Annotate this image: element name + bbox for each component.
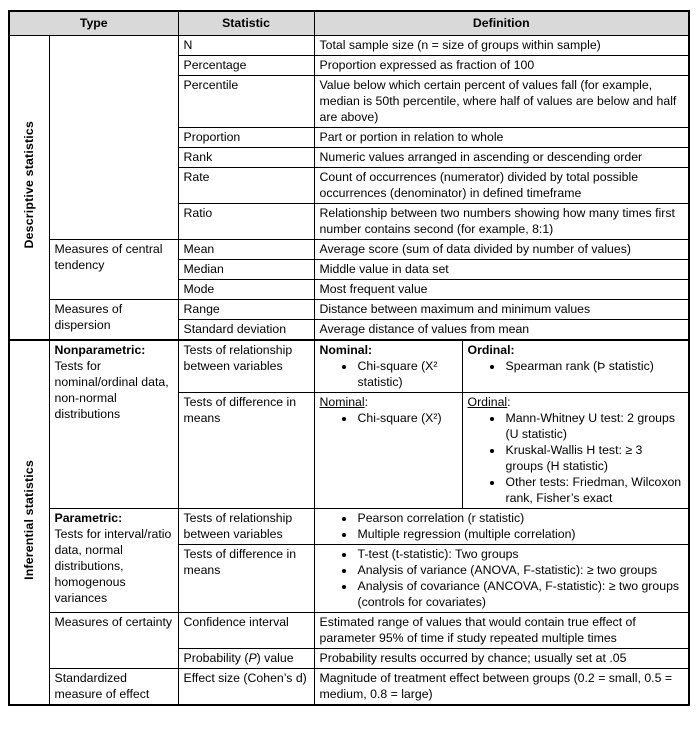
definition-cell: Count of occurrences (numerator) divided by total possible occurrences (denominator) in defined timeframe [314, 167, 689, 203]
statistic-cell: Probability (P) value [178, 648, 314, 668]
header-statistic: Statistic [178, 11, 314, 35]
subcategory-empty-cell [49, 35, 178, 239]
definition-cell: Numeric values arranged in ascending or descending order [314, 147, 689, 167]
statistic-cell: Percentile [178, 75, 314, 127]
definition-cell: Average distance of values from mean [314, 319, 689, 340]
bullet-item: • T-test (t-statistic): Two groups [356, 546, 684, 562]
definition-cell: Probability results occurred by chance; usually set at .05 [314, 648, 689, 668]
definition-cell [314, 508, 689, 544]
statistic-cell: Rate [178, 167, 314, 203]
group-label-inferential [9, 340, 49, 705]
subcategory-nonparametric [49, 340, 178, 509]
header-type: Type [9, 11, 178, 35]
group-label-text: Descriptive statistics [22, 121, 37, 249]
definition-cell: Relationship between two numbers showing how many times first number contains second (for example, 8:1) [314, 203, 689, 239]
table-row [9, 239, 689, 259]
definition-cell [314, 544, 689, 612]
bullet-item: • Multiple regression (multiple correlation) [356, 526, 684, 542]
subcategory-certainty: Measures of certainty [49, 612, 178, 668]
statistic-cell: Effect size (Cohen’s d) [178, 668, 314, 705]
subcategory-description: Tests for interval/ratio data, normal distributions, homogenous variances [54, 526, 172, 605]
ordinal-heading: Ordinal: [467, 394, 511, 409]
definition-cell: Distance between maximum and minimum values [314, 299, 689, 319]
definition-cell: Most frequent value [314, 279, 689, 299]
group-label-text: Inferential statistics [22, 460, 37, 580]
bullet-item: • Chi-square (X² statistic) [356, 358, 457, 390]
subcategory-effect: Standardized measure of effect [49, 668, 178, 705]
table-row [9, 340, 689, 393]
statistic-cell: Ratio [178, 203, 314, 239]
definition-cell: Proportion expressed as fraction of 100 [314, 55, 689, 75]
italic-p: P [248, 650, 257, 665]
statistic-cell: Standard deviation [178, 319, 314, 340]
definition-cell: Part or portion in relation to whole [314, 127, 689, 147]
definition-cell: Estimated range of values that would contain true effect of parameter 95% of time if study repeated multiple times [314, 612, 689, 648]
statistic-cell: Confidence interval [178, 612, 314, 648]
statistic-cell: Median [178, 259, 314, 279]
nominal-heading: Nominal: [319, 342, 373, 357]
definition-ordinal-cell [462, 392, 689, 508]
bullet-item: • Analysis of variance (ANOVA, F-statistic): ≥ two groups [356, 562, 684, 578]
bullet-item: • Pearson correlation (r statistic) [356, 510, 684, 526]
bullet-list [468, 410, 684, 506]
table-row [9, 35, 689, 55]
statistics-table [8, 10, 690, 706]
subcategory-title: Nonparametric: [54, 342, 146, 357]
statistic-cell: Mode [178, 279, 314, 299]
statistic-cell: Percentage [178, 55, 314, 75]
statistic-cell: Rank [178, 147, 314, 167]
bullet-item: • Mann-Whitney U test: 2 groups (U statistic) [504, 410, 684, 442]
table-row [9, 612, 689, 648]
definition-ordinal-cell [462, 340, 689, 393]
statistic-cell: Tests of relationship between variables [178, 340, 314, 393]
definition-cell: Magnitude of treatment effect between groups (0.2 = small, 0.5 = medium, 0.8 = large) [314, 668, 689, 705]
definition-nominal-cell [314, 392, 462, 508]
table-row [9, 668, 689, 705]
subcategory-dispersion: Measures of dispersion [49, 299, 178, 340]
statistic-cell: Mean [178, 239, 314, 259]
subcategory-description: Tests for nominal/ordinal data, non-normal distributions [54, 358, 169, 421]
bullet-list [320, 410, 457, 426]
statistic-cell: Tests of difference in means [178, 392, 314, 508]
statistic-cell: Tests of relationship between variables [178, 508, 314, 544]
header-definition: Definition [314, 11, 689, 35]
bullet-list [468, 358, 684, 374]
nominal-heading: Nominal: [319, 394, 369, 409]
statistic-cell: Range [178, 299, 314, 319]
table-row [9, 508, 689, 544]
definition-cell: Total sample size (n = size of groups within sample) [314, 35, 689, 55]
subcategory-title: Parametric: [54, 510, 123, 525]
header-row [9, 11, 689, 35]
bullet-item: • Chi-square (X²) [356, 410, 457, 426]
definition-cell: Average score (sum of data divided by number of values) [314, 239, 689, 259]
bullet-item: • Spearman rank (Þ statistic) [504, 358, 684, 374]
bullet-list [320, 358, 457, 390]
definition-nominal-cell [314, 340, 462, 393]
bullet-item: • Analysis of covariance (ANCOVA, F-statistic): ≥ two groups (controls for covariates) [356, 578, 684, 610]
subcategory-central-tendency: Measures of central tendency [49, 239, 178, 299]
statistic-cell: Proportion [178, 127, 314, 147]
subcategory-parametric [49, 508, 178, 612]
bullet-list [320, 546, 684, 610]
statistic-cell: Tests of difference in means [178, 544, 314, 612]
bullet-item: • Other tests: Friedman, Wilcoxon rank, Fisher’s exact [504, 474, 684, 506]
definition-cell: Value below which certain percent of values fall (for example, median is 50th percentile, where half of values are below and half are above) [314, 75, 689, 127]
bullet-item: • Kruskal-Wallis H test: ≥ 3 groups (H statistic) [504, 442, 684, 474]
statistic-cell: N [178, 35, 314, 55]
table-row [9, 299, 689, 319]
group-label-descriptive [9, 35, 49, 340]
definition-cell: Middle value in data set [314, 259, 689, 279]
bullet-list [320, 510, 684, 542]
ordinal-heading: Ordinal: [467, 342, 515, 357]
